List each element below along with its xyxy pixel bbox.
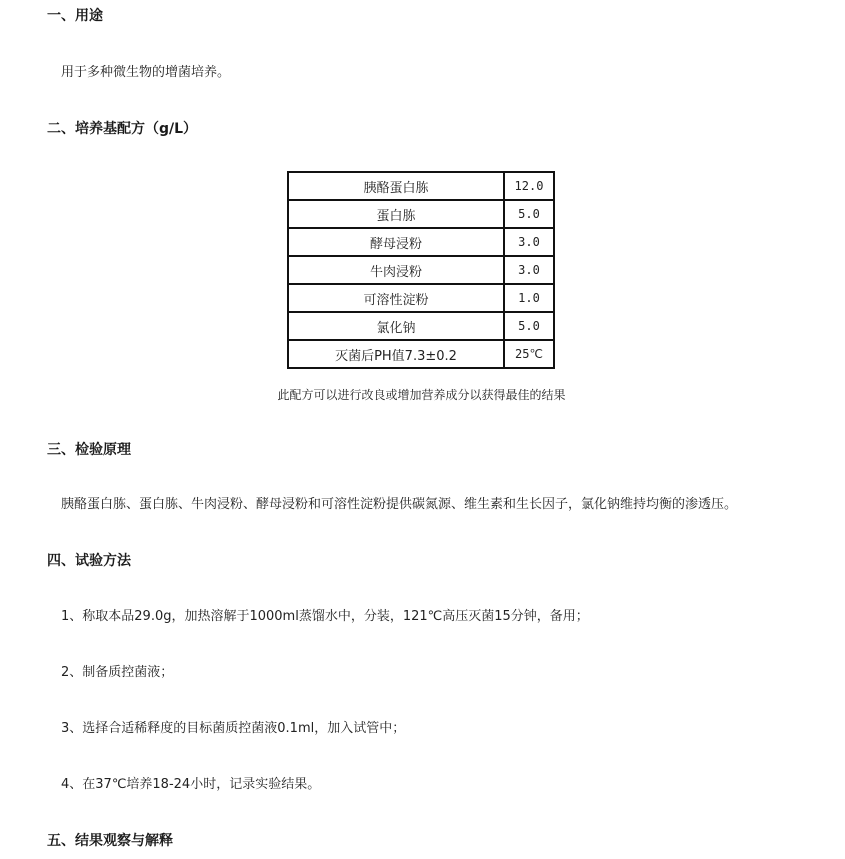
table-row <box>288 340 554 368</box>
table-row <box>288 200 554 228</box>
ingredient-value: 12.0 <box>504 172 554 200</box>
table-row <box>288 284 554 312</box>
ingredient-value: 3.0 <box>504 228 554 256</box>
section-heading-usage: 一、用途 <box>47 8 103 24</box>
table-row <box>288 172 554 200</box>
ingredient-name: 可溶性淀粉 <box>288 284 504 312</box>
ingredient-name: 胰酪蛋白胨 <box>288 172 504 200</box>
formula-note: 此配方可以进行改良或增加营养成分以获得最佳的结果 <box>277 388 566 402</box>
table-row <box>288 256 554 284</box>
ingredient-value: 5.0 <box>504 312 554 340</box>
method-step-3: 3、选择合适稀释度的目标菌质控菌液0.1ml，加入试管中； <box>61 721 406 736</box>
method-step-4: 4、在37℃培养18-24小时，记录实验结果。 <box>61 777 321 792</box>
section-heading-results: 五、结果观察与解释 <box>47 833 173 849</box>
ingredient-value: 5.0 <box>504 200 554 228</box>
section-heading-formula: 二、培养基配方（g/L） <box>47 121 198 137</box>
section-heading-method: 四、试验方法 <box>47 553 131 569</box>
table-row <box>288 312 554 340</box>
ingredient-name: 牛肉浸粉 <box>288 256 504 284</box>
ph-condition: 灭菌后PH值7.3±0.2 <box>288 340 504 368</box>
ingredient-name: 酵母浸粉 <box>288 228 504 256</box>
formula-table <box>287 171 555 369</box>
ph-temperature: 25℃ <box>504 340 554 368</box>
method-step-2: 2、制备质控菌液； <box>61 665 174 680</box>
ingredient-name: 蛋白胨 <box>288 200 504 228</box>
usage-text: 用于多种微生物的增菌培养。 <box>61 65 231 80</box>
method-step-1: 1、称取本品29.0g，加热溶解于1000ml蒸馏水中，分装，121℃高压灭菌15分钟，备用； <box>61 609 589 624</box>
ingredient-value: 1.0 <box>504 284 554 312</box>
principle-text: 胰酪蛋白胨、蛋白胨、牛肉浸粉、酵母浸粉和可溶性淀粉提供碳氮源、维生素和生长因子，氯化钠维持均衡的渗透压。 <box>61 497 738 512</box>
ingredient-name: 氯化钠 <box>288 312 504 340</box>
section-heading-principle: 三、检验原理 <box>47 442 131 458</box>
ingredient-value: 3.0 <box>504 256 554 284</box>
table-row <box>288 228 554 256</box>
